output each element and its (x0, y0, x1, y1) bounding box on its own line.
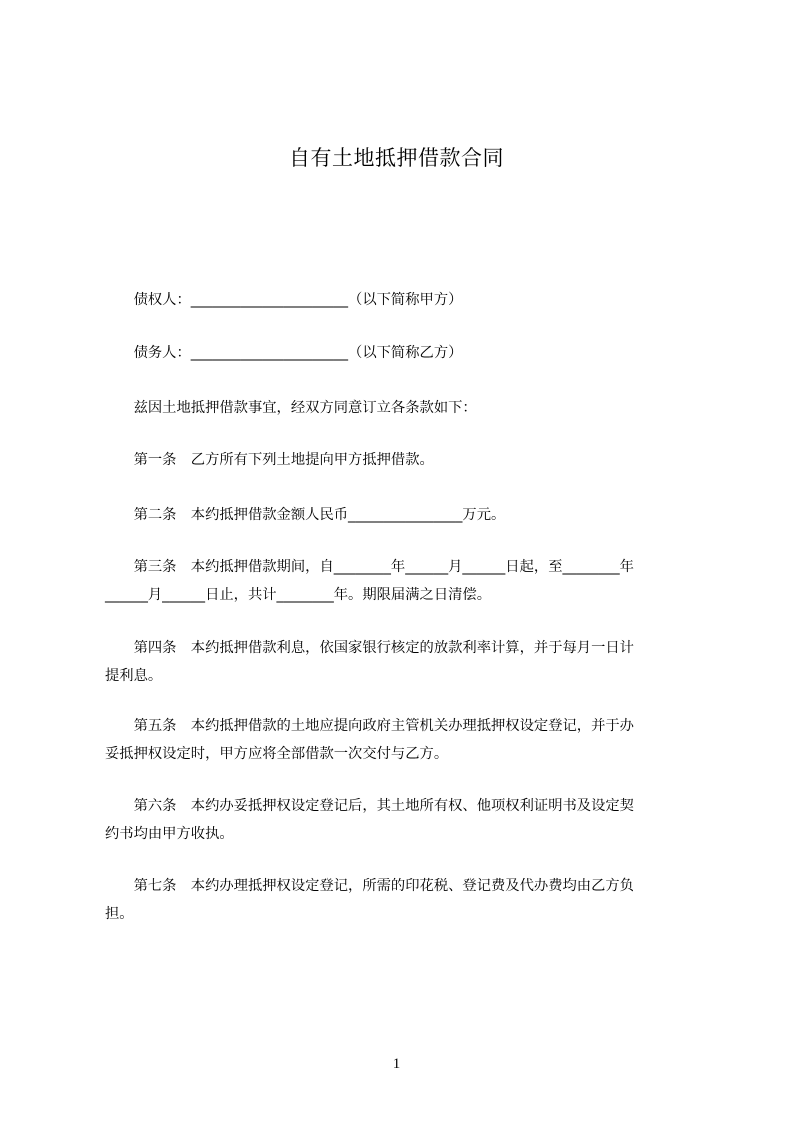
article-6-line-1: 第六条 本约办妥抵押权设定登记后，其土地所有权、他项权利证明书及设定契 (105, 798, 634, 814)
article-4-line-1: 第四条 本约抵押借款利息，依国家银行核定的放款利率计算，并于每月一日计 (105, 640, 634, 656)
article-3 (105, 553, 703, 609)
article-2-line-1: 第二条 本约抵押借款金额人民币________________万元。 (105, 507, 506, 523)
debtor-line: 债务人：______________________（以下简称乙方） (105, 345, 463, 361)
article-4 (105, 634, 703, 690)
article-4-line-2: 提利息。 (105, 668, 163, 684)
article-1 (105, 446, 703, 474)
creditor-line: 债权人：______________________（以下简称甲方） (105, 292, 463, 308)
article-5-line-1: 第五条 本约抵押借款的土地应提向政府主管机关办理抵押权设定登记，并于办 (105, 718, 634, 734)
page-number: 1 (392, 1056, 401, 1072)
article-7-line-1: 第七条 本约办理抵押权设定登记，所需的印花税、登记费及代办费均由乙方负 (105, 878, 634, 894)
article-1-line-1: 第一条 乙方所有下列土地提向甲方抵押借款。 (105, 452, 434, 468)
article-5 (105, 712, 703, 768)
article-6 (105, 792, 703, 848)
document-title: 自有土地抵押借款合同 (289, 146, 504, 170)
article-7 (105, 872, 703, 928)
article-6-line-2: 约书均由甲方收执。 (105, 826, 234, 842)
article-3-line-1: 第三条 本约抵押借款期间，自________年______月______日起，至________年 (105, 559, 634, 575)
article-5-line-2: 妥抵押权设定时，甲方应将全部借款一次交付与乙方。 (105, 746, 449, 762)
preamble: 兹因土地抵押借款事宜，经双方同意订立各条款如下： (105, 400, 477, 416)
article-7-line-2: 担。 (105, 906, 134, 922)
article-2 (105, 501, 703, 529)
article-3-line-2: ______月______日止，共计________年。期限届满之日清偿。 (105, 587, 492, 603)
